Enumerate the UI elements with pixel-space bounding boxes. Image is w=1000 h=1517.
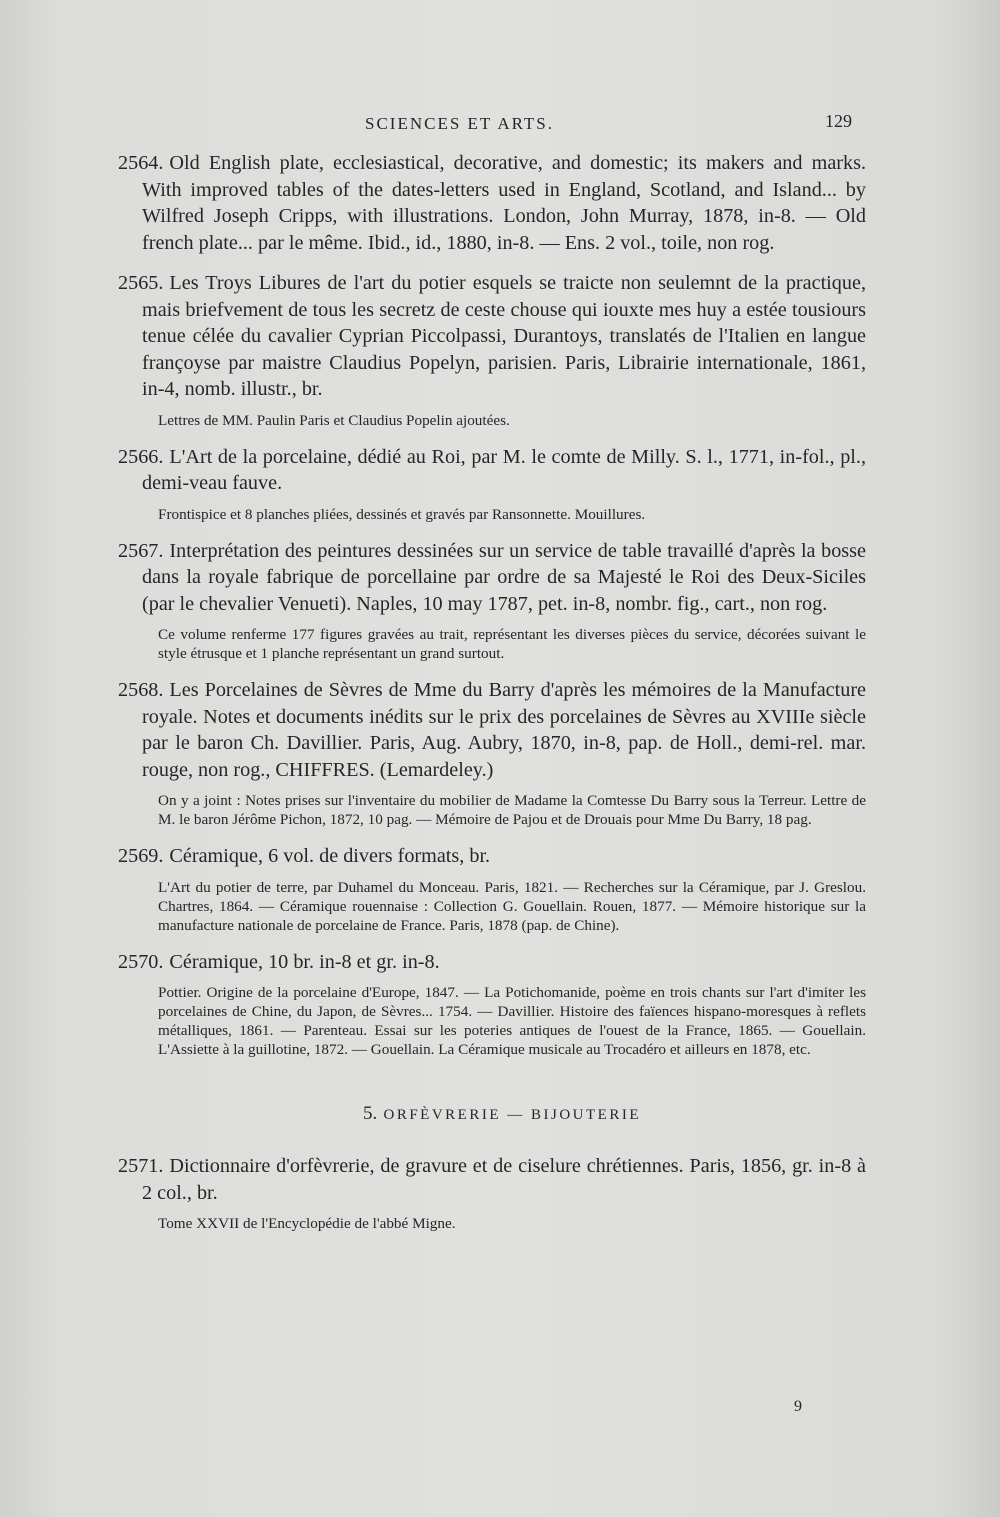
entry-number: 2570. bbox=[118, 950, 164, 973]
entry-number: 2567. bbox=[118, 539, 164, 562]
catalogue-entry bbox=[118, 150, 866, 256]
entry-number: 2565. bbox=[118, 272, 164, 294]
catalogue-entry bbox=[118, 677, 866, 829]
entry-number: 2571. bbox=[118, 1155, 164, 1177]
entry-text: Céramique, 6 vol. de divers formats, br. bbox=[169, 845, 491, 867]
catalogue-entry bbox=[118, 444, 866, 524]
entry-number: 2566. bbox=[118, 445, 164, 468]
section-number: 5. bbox=[363, 1103, 378, 1124]
entry-text: Old English plate, ecclesiastical, decorative, and domestic; its makers and marks. With improved tables of the dates-letters used in England, Scotland, and Island... by Wilfred Joseph Cripps, with illustrations. London, John Murray, 1878, in-8. — Old french plate... par le même. Ibid., id., 1880, in-8. — Ens. 2 vol., toile, non rog. bbox=[142, 152, 866, 254]
entry-number: 2564. bbox=[118, 152, 164, 174]
entry-text: Les Troys Libures de l'art du potier esquels se traicte non seulemnt de la practique, mais briefvement de tous les secretz de ceste chouse qui iouxte mes huy a estée tousiours tenue célée du cavalier Cyprian Piccolpassi, Durantoys, translatés de l'Italien en langue françoyse par maistre Claudius Popelyn, parisien. Paris, Librairie internationale, 1861, in-4, nomb. illustr., br. bbox=[142, 272, 866, 400]
entry-text: Dictionnaire d'orfèvrerie, de gravure et de ciselure chrétiennes. Paris, 1856, gr. in-8 à 2 col., br. bbox=[142, 1155, 866, 1204]
entry-note: L'Art du potier de terre, par Duhamel du Monceau. Paris, 1821. — Recherches sur la Céramique, par J. Greslou. Chartres, 1864. — Céramique rouennaise : Collection G. Gouellain. Rouen, 1877. — Mémoire historique sur la manufacture nationale de porcelaine de France. Paris, 1878 (pap. de Chine). bbox=[158, 878, 866, 934]
entry-note: Pottier. Origine de la porcelaine d'Europe, 1847. — La Potichomanide, poème en trois chants sur l'art d'imiter les porcelaines de Chine, du Japon, de Sèvres... 1754. — Davillier. Histoire des faïences hispano-moresques à reflets métalliques, 1861. — Parenteau. Essai sur les poteries antiques de l'ouest de la France, 1865. — Gouellain. L'Assiette à la guillotine, 1872. — Gouellain. La Céramique musicale au Trocadéro et ailleurs en 1878, etc. bbox=[158, 984, 866, 1058]
running-head: SCIENCES ET ARTS. bbox=[365, 114, 555, 133]
section-title: ORFÈVRERIE — BIJOUTERIE bbox=[383, 1107, 641, 1123]
section-heading bbox=[138, 1103, 866, 1125]
entry-number: 2568. bbox=[118, 679, 164, 701]
catalogue-entry bbox=[118, 843, 866, 935]
catalogue-entry bbox=[118, 1153, 866, 1233]
entry-number: 2569. bbox=[118, 845, 164, 867]
entry-note: On y a joint : Notes prises sur l'inventaire du mobilier de Madame la Comtesse Du Barry sous la Terreur. Lettre de M. le baron Jérôme Pichon, 1872, 10 pag. — Mémoire de Pajou et de Drouais pour Mme Du Barry, 18 pag. bbox=[158, 792, 866, 828]
entry-note: Frontispice et 8 planches pliées, dessinés et gravés par Ransonnette. Mouillures. bbox=[158, 505, 646, 523]
entry-text: Interprétation des peintures dessinées sur un service de table travaillé d'après la bosse dans la royale fabrique de porcellaine par ordre de sa Majesté le Roi des Deux-Siciles (par le chevalier Venueti). Naples, 10 may 1787, pet. in-8, nombr. fig., cart., non rog. bbox=[142, 539, 866, 615]
entry-note: Tome XXVII de l'Encyclopédie de l'abbé Migne. bbox=[158, 1215, 456, 1232]
entry-text: Céramique, 10 br. in-8 et gr. in-8. bbox=[169, 950, 440, 973]
signature-mark: 9 bbox=[794, 1398, 802, 1415]
entry-note: Ce volume renferme 177 figures gravées au trait, représentant les diverses pièces du service, décorées suivant le style étrusque et 1 planche représentant un grand surtout. bbox=[158, 626, 866, 662]
catalogue-entry bbox=[118, 270, 866, 430]
entry-text: L'Art de la porcelaine, dédié au Roi, par M. le comte de Milly. S. l., 1771, in-fol., pl., demi-veau fauve. bbox=[142, 445, 866, 494]
catalogue-body bbox=[118, 150, 866, 1247]
entry-note: Lettres de MM. Paulin Paris et Claudius Popelin ajoutées. bbox=[158, 411, 510, 429]
entry-text: Les Porcelaines de Sèvres de Mme du Barry d'après les mémoires de la Manufacture royale. Notes et documents inédits sur le prix des porcelaines de Sèvres au XVIIIe siècle par le baron Ch. Davillier. Paris, Aug. Aubry, 1870, in-8, pap. de Holl., demi-rel. mar. rouge, non rog., CHIFFRES. (Lemardeley.) bbox=[142, 679, 866, 781]
catalogue-entry bbox=[118, 538, 866, 664]
catalogue-entry bbox=[118, 949, 866, 1060]
page-number: 129 bbox=[825, 111, 852, 131]
